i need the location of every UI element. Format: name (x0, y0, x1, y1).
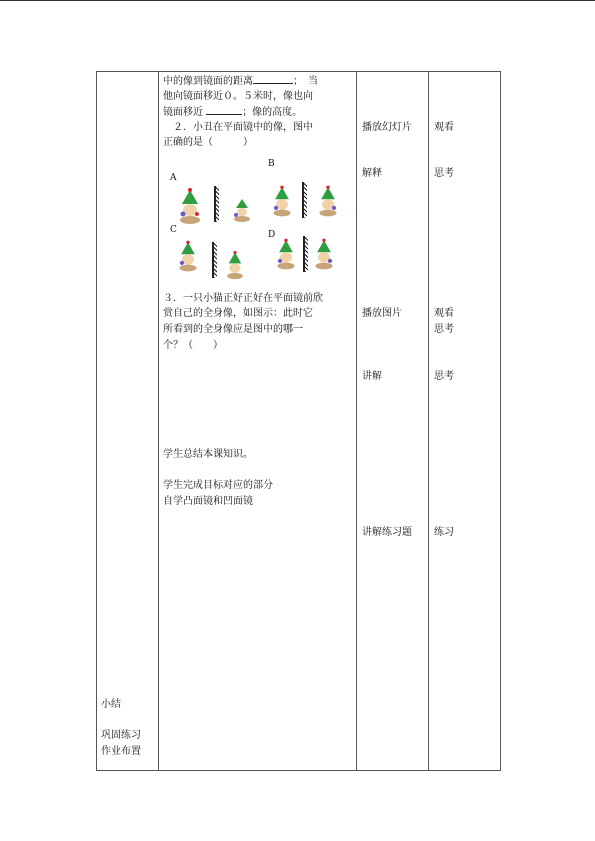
clown-image-icon (232, 198, 252, 222)
teacher-activity-4: 讲解 (362, 371, 382, 382)
clown-image-icon (316, 183, 340, 219)
teacher-activity-3: 播放图片 (362, 308, 402, 319)
figure-mark-d: D (268, 230, 276, 240)
q2-line1: ２．小丑在平面镜中的像，图中 (163, 122, 313, 133)
teacher-activity-1: 播放幻灯片 (362, 122, 412, 133)
clown-image-icon (224, 250, 246, 280)
left-label-homework: 作业布置 (101, 746, 141, 757)
summary-line1: 学生总结本课知识。 (163, 449, 253, 460)
summary-line2: 学生完成目标对应的部分 (163, 480, 273, 491)
clown-figure-icon (270, 183, 294, 219)
mirror-line (212, 242, 214, 278)
student-activity-2: 思考 (434, 168, 454, 179)
clown-figure-icon (176, 238, 200, 274)
clown-image-icon (312, 236, 336, 272)
clown-figure-icon (176, 188, 204, 224)
q2-line2: 正确的是（ ） (163, 137, 253, 148)
figure-mark-a: A (170, 173, 177, 183)
figure-mark-c: C (170, 225, 177, 235)
mirror-line (303, 236, 305, 272)
col-divider-2 (356, 71, 357, 771)
clown-figure-icon (274, 236, 298, 272)
q3-line3: 所看到的全身像应是图中的哪一 (163, 324, 303, 335)
student-activity-1: 观看 (434, 122, 454, 133)
student-activity-3a: 观看 (434, 308, 454, 319)
q1-blank-1 (253, 73, 293, 84)
summary-line3: 自学凸面镜和凹面镜 (163, 496, 253, 507)
q1-line1: 中的像到镜面的距离 ； 当 (163, 73, 318, 90)
q3-line1: ３．一只小猫正好正好在平面镜前欣 (163, 293, 323, 304)
q1-line3: 镜面移近 ；像的高度。 (163, 104, 302, 121)
teacher-activity-5: 讲解练习题 (362, 527, 412, 538)
figure-mark-b: B (268, 159, 275, 169)
q3-line4: 个？（ ） (163, 340, 223, 351)
q1-line2: 他向镜面移近０。５米时，像也向 (163, 91, 313, 102)
top-rule (0, 0, 595, 1)
student-activity-5: 练习 (434, 527, 454, 538)
student-activity-4: 思考 (434, 371, 454, 382)
left-label-practice: 巩固练习 (101, 730, 141, 741)
left-label-summary: 小结 (101, 699, 121, 710)
col-divider-3 (428, 71, 429, 771)
mirror-line (302, 182, 304, 218)
teacher-activity-2: 解释 (362, 168, 382, 179)
student-activity-3b: 思考 (434, 324, 454, 335)
col-divider-1 (158, 71, 159, 771)
q3-line2: 赏自己的全身像，如图示：此时它 (163, 308, 313, 319)
mirror-line (214, 186, 216, 222)
q1-blank-2 (206, 104, 242, 115)
